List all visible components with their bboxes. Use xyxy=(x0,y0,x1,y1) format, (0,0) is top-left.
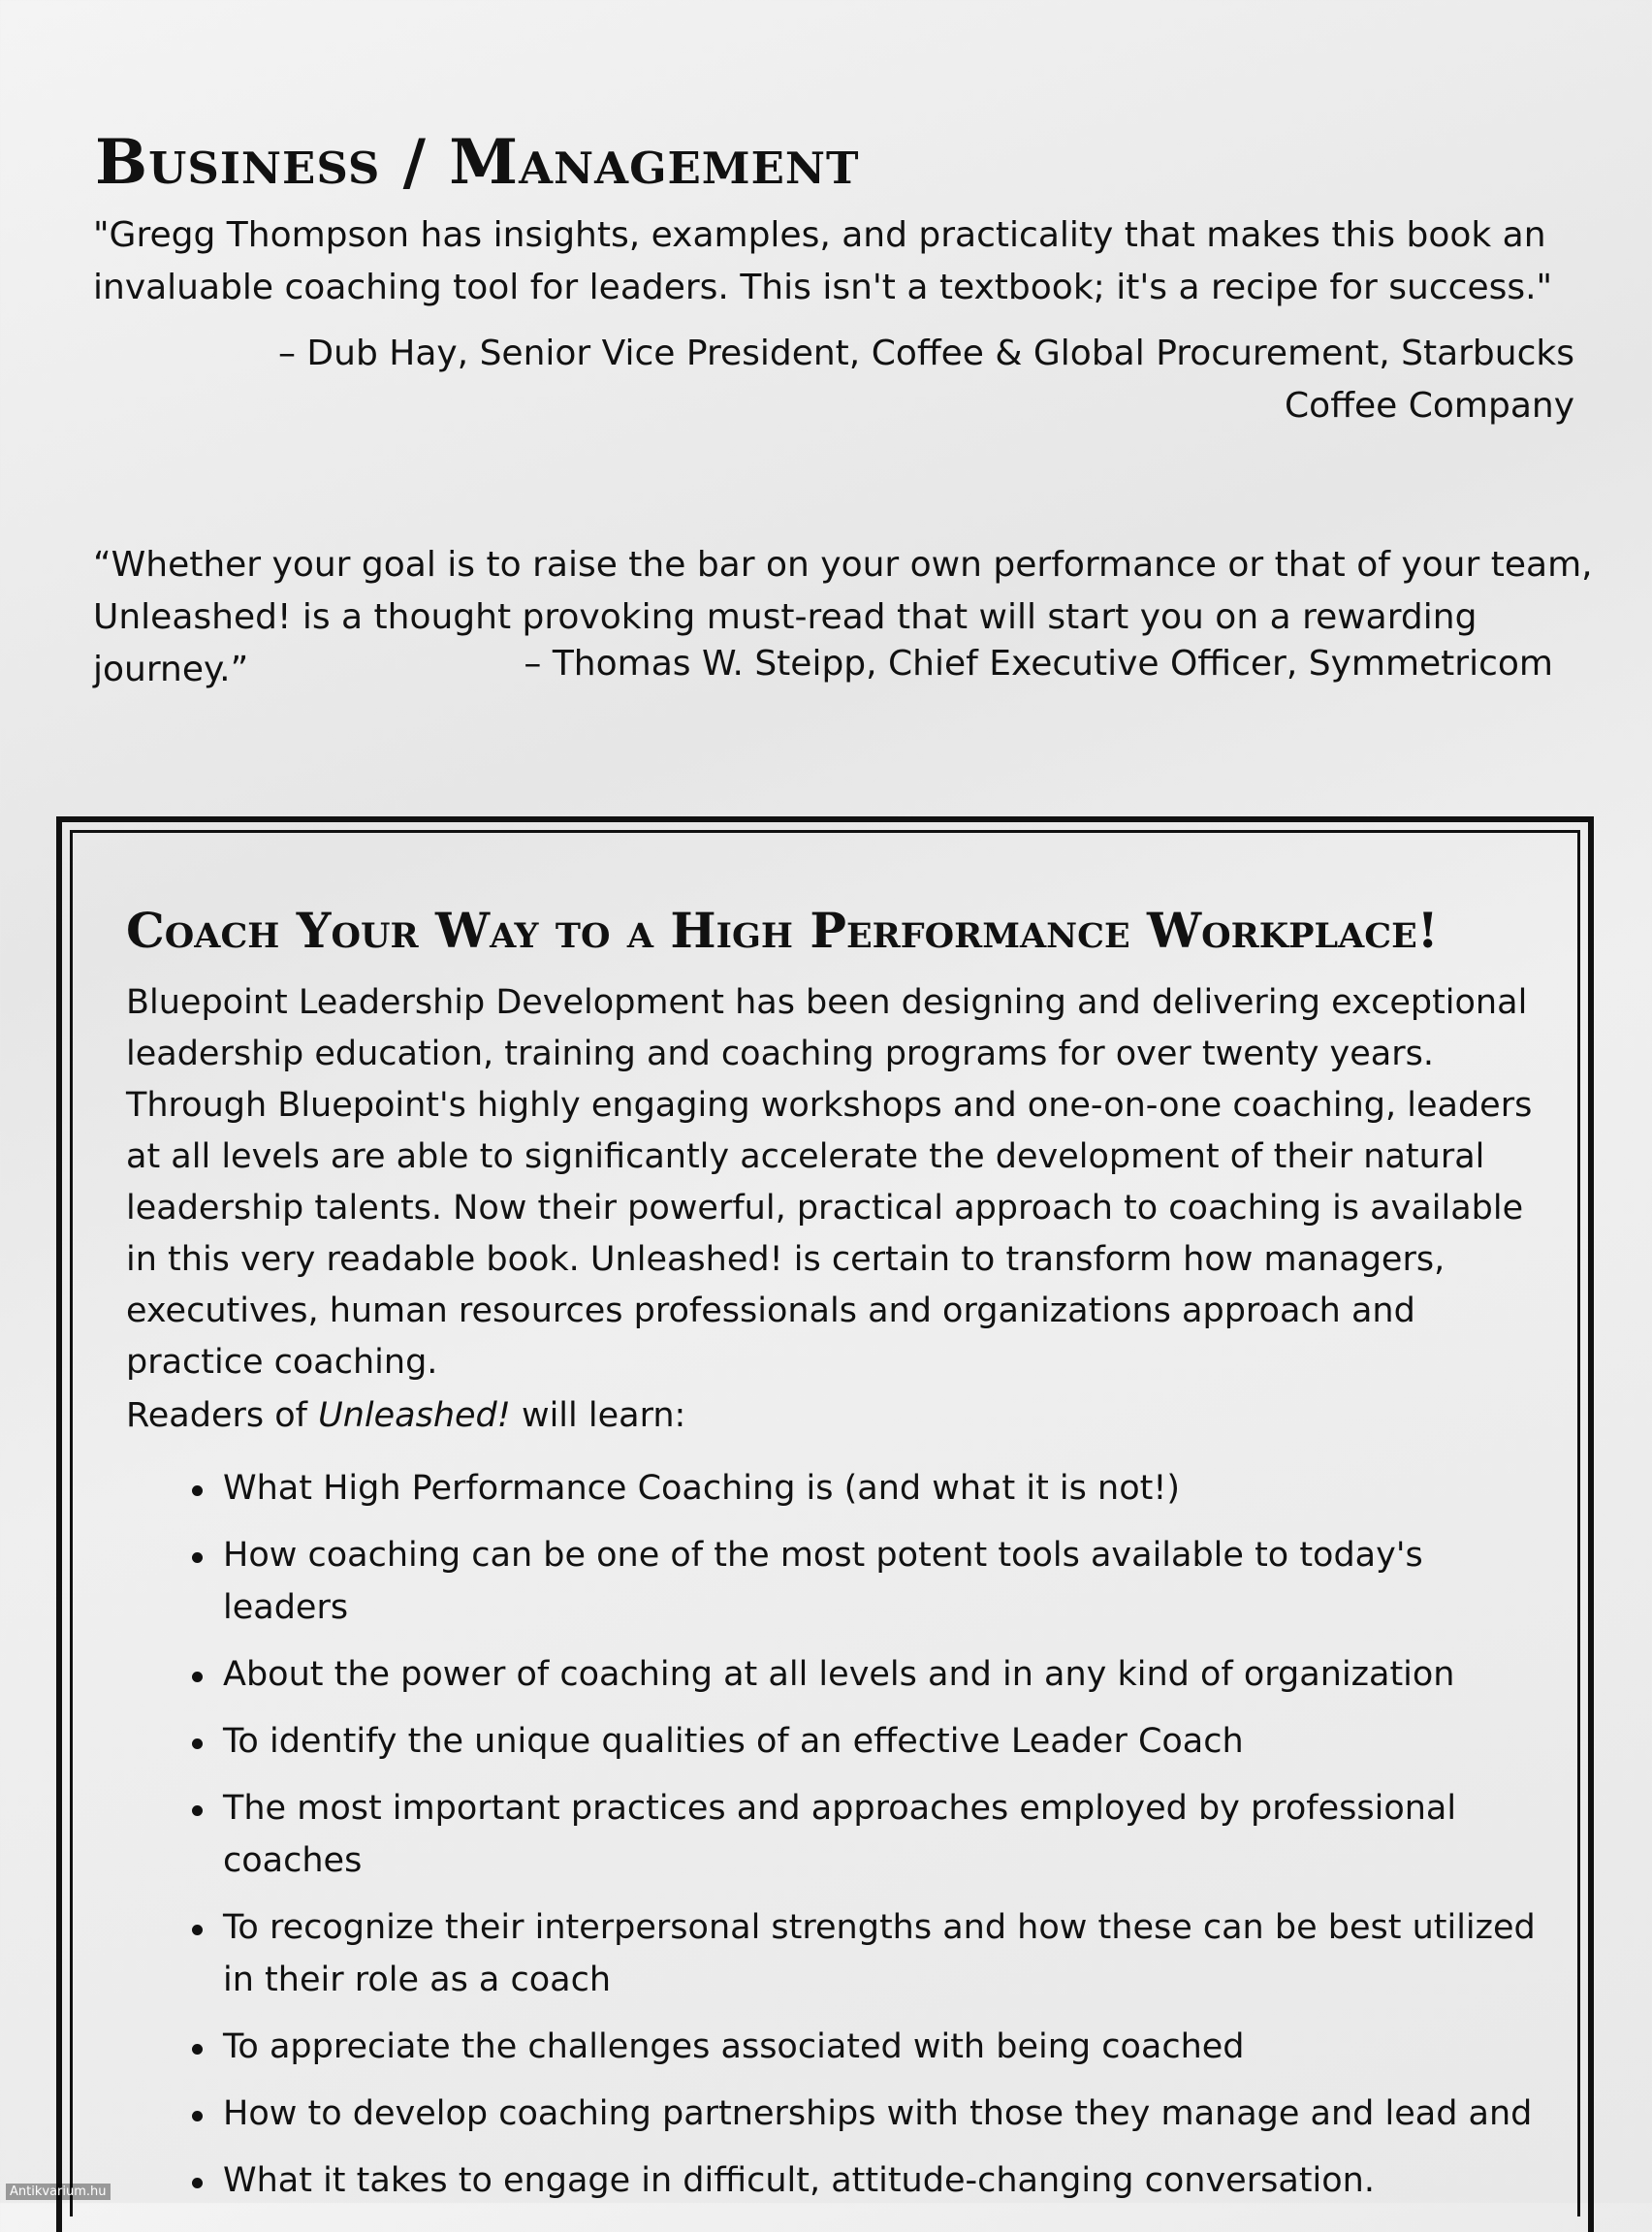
list-item xyxy=(184,1901,1541,2006)
endorsement-attribution: – Thomas W. Steipp, Chief Executive Officer, Symmetricom xyxy=(524,644,1553,684)
list-item-text: The most important practices and approaches employed by professional coaches xyxy=(223,1789,1457,1880)
list-item-text: To recognize their interpersonal strengths and how these can be best utilized in their role as a coach xyxy=(223,1908,1536,1999)
bullet-icon xyxy=(192,1485,203,1496)
list-item-text: What it takes to engage in difficult, attitude-changing conversation. xyxy=(223,2161,1375,2200)
list-item-text: About the power of coaching at all levels and in any kind of organization xyxy=(223,1655,1455,1694)
list-item-text: How to develop coaching partnerships with those they manage and lead and xyxy=(223,2094,1533,2133)
list-item xyxy=(184,1715,1541,1768)
bullet-icon xyxy=(192,2178,203,2188)
list-item xyxy=(184,1529,1541,1634)
site-watermark: Antikvarium.hu xyxy=(6,2184,111,2200)
readers-suffix: will learn: xyxy=(510,1396,686,1435)
endorsement-quote: "Gregg Thompson has insights, examples, and practicality that makes this book an invaluable coaching tool for leaders. This isn't a textbook; it's a recipe for success." xyxy=(93,215,1553,307)
list-item xyxy=(184,2021,1541,2073)
bullet-icon xyxy=(192,1738,203,1749)
bullet-icon xyxy=(192,2111,203,2121)
endorsement-quote: “Whether your goal is to raise the bar on your own performance or that of your team, Unleashed! is a thought provoking must-read that will start you on a rewarding journey.” xyxy=(93,545,1593,689)
list-item-text: To identify the unique qualities of an effective Leader Coach xyxy=(223,1722,1244,1761)
bullet-icon xyxy=(192,2044,203,2055)
book-title-italic: Unleashed! xyxy=(318,1396,511,1435)
list-item xyxy=(184,2154,1541,2207)
readers-prefix: Readers of xyxy=(126,1396,319,1435)
readers-intro xyxy=(126,1390,685,1442)
list-item xyxy=(184,1462,1541,1515)
list-item-text: How coaching can be one of the most potent tools available to today's leaders xyxy=(223,1536,1423,1627)
learning-points-list xyxy=(184,1462,1541,2221)
bullet-icon xyxy=(192,1672,203,1682)
list-item xyxy=(184,1648,1541,1701)
list-item-text: To appreciate the challenges associated with being coached xyxy=(223,2027,1245,2066)
list-item xyxy=(184,1782,1541,1887)
category-heading: Business / Management xyxy=(95,126,860,199)
list-item-text: What High Performance Coaching is (and what it is not!) xyxy=(223,1469,1181,1508)
endorsement-attribution: – Dub Hay, Senior Vice President, Coffee & Global Procurement, Starbucks Coffee Company xyxy=(277,334,1574,426)
bullet-icon xyxy=(192,1552,203,1563)
bullet-icon xyxy=(192,1805,203,1816)
description-paragraph: Bluepoint Leadership Development has been designing and delivering exceptional leadership education, training and coaching programs for over twenty years. Through Bluepoint's highly engaging workshops and one-on-one coaching, leaders at all levels are able to significantly accelerate the development of their natural leadership talents. Now their powerful, practical approach to coaching is available in this very readable book. Unleashed! is certain to transform how managers, executives, human resources professionals and organizations approach and practice coaching. xyxy=(126,983,1533,1382)
list-item xyxy=(184,2088,1541,2140)
description-box-title: Coach Your Way to a High Performance Workplace! xyxy=(126,902,1439,959)
bullet-icon xyxy=(192,1925,203,1935)
